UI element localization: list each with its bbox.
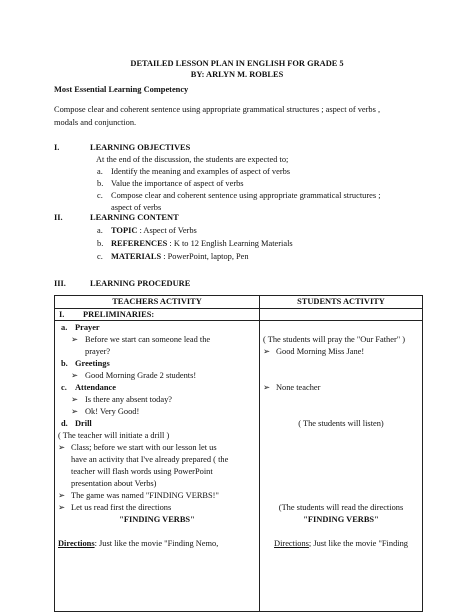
arrow-icon: ➢: [263, 347, 271, 356]
objective-a: Identify the meaning and examples of aspect of verbs: [111, 167, 291, 176]
greetings-item1: Good Morning Grade 2 students!: [85, 371, 197, 380]
arrow-icon: ➢: [71, 395, 79, 404]
greetings-label: Greetings: [75, 359, 110, 368]
competency-heading: Most Essential Learning Competency: [54, 85, 189, 94]
prayer-item1: Before we start can someone lead the: [85, 335, 211, 344]
header-teacher: TEACHERS ACTIVITY: [112, 297, 202, 306]
document-title: DETAILED LESSON PLAN IN ENGLISH FOR GRADE 5: [130, 59, 344, 68]
procedure-table: [54, 295, 423, 612]
directions-text-teacher: : Just like the movie "Finding Nemo,: [94, 539, 219, 548]
arrow-icon: ➢: [58, 503, 66, 512]
student-attendance: None teacher: [276, 383, 321, 392]
content-text-materials: : PowerPoint, laptop, Pen: [161, 252, 249, 261]
drill-note: ( The teacher will initiate a drill ): [58, 431, 170, 440]
drill-item3: Let us read first the directions: [71, 503, 172, 512]
directions-teacher: [58, 540, 218, 548]
content-item-topic: [111, 227, 197, 235]
body-teacher-cell: [55, 321, 260, 612]
attendance-item1: Is there any absent today?: [85, 395, 172, 404]
prelim-teacher-cell: [55, 309, 260, 321]
student-activity-body: [260, 321, 422, 611]
drill-label: Drill: [75, 419, 92, 428]
competency-text-line1: Compose clear and coherent sentence using appropriate grammatical structures ; aspect of verbs ,: [54, 105, 381, 114]
prelim-student-cell: [260, 309, 423, 321]
objective-marker-b: b.: [97, 179, 104, 188]
objective-marker-c: c.: [97, 191, 103, 200]
drill-item1c: teacher will flash words using PowerPoint: [71, 467, 213, 476]
attendance-label: Attendance: [75, 383, 116, 392]
prayer-label: Prayer: [75, 323, 100, 332]
student-drill-listen: ( The students will listen): [298, 419, 384, 428]
drill-item2: The game was named "FINDING VERBS!": [71, 491, 219, 500]
greetings-marker: b.: [61, 359, 68, 368]
document-author: BY: ARLYN M. ROBLES: [190, 70, 284, 79]
section2-heading: LEARNING CONTENT: [90, 213, 179, 222]
directions-student: [260, 540, 422, 548]
directions-text-student: ; Just like the movie "Finding: [308, 539, 408, 548]
arrow-icon: ➢: [71, 407, 79, 416]
student-prayer: ( The students will pray the "Our Father" ): [263, 335, 406, 344]
drill-item1d: presentation about Verbs): [71, 479, 157, 488]
content-label-references: REFERENCES: [111, 239, 168, 248]
content-text-references: : K to 12 English Learning Materials: [167, 239, 293, 248]
content-marker-c: c.: [97, 252, 103, 261]
content-item-materials: [111, 253, 249, 261]
arrow-icon: ➢: [263, 383, 271, 392]
section1-intro: At the end of the discussion, the students are expected to;: [96, 155, 289, 164]
content-text-topic: : Aspect of Verbs: [137, 226, 197, 235]
arrow-icon: ➢: [58, 491, 66, 500]
drill-item1b: have an activity that I've already prepared ( the: [71, 455, 229, 464]
header-teacher-cell: [55, 296, 260, 309]
drill-marker: d.: [61, 419, 68, 428]
section1-heading: LEARNING OBJECTIVES: [90, 143, 191, 152]
competency-text-line2: modals and conjunction.: [54, 118, 137, 127]
attendance-marker: c.: [61, 383, 67, 392]
prayer-item1b: prayer?: [85, 347, 111, 356]
arrow-icon: ➢: [58, 443, 66, 452]
attendance-item2: Ok! Very Good!: [85, 407, 140, 416]
objective-marker-a: a.: [97, 167, 103, 176]
body-student-cell: [260, 321, 423, 612]
header-student-cell: [260, 296, 423, 309]
content-label-topic: TOPIC: [111, 226, 138, 235]
section3-heading: LEARNING PROCEDURE: [90, 279, 191, 288]
prayer-marker: a.: [61, 323, 68, 332]
arrow-icon: ➢: [71, 371, 79, 380]
content-marker-b: b.: [97, 239, 104, 248]
section2-numeral: II.: [54, 213, 63, 222]
header-student: STUDENTS ACTIVITY: [297, 297, 385, 306]
prelim-row: [55, 309, 259, 320]
objective-c-cont: aspect of verbs: [111, 203, 162, 212]
prelim-heading: PRELIMINARIES:: [83, 310, 155, 319]
directions-label-teacher: Directions: [58, 539, 95, 548]
content-label-materials: MATERIALS: [111, 252, 162, 261]
arrow-icon: ➢: [71, 335, 79, 344]
teacher-activity-body: [55, 321, 259, 611]
content-item-references: [111, 240, 293, 248]
objective-b: Value the importance of aspect of verbs: [111, 179, 244, 188]
content-marker-a: a.: [97, 226, 103, 235]
student-read-directions: (The students will read the directions: [278, 503, 404, 512]
game-title-teacher: "FINDING VERBS": [119, 515, 195, 524]
prelim-numeral: I.: [59, 310, 65, 319]
game-title-student: "FINDING VERBS": [303, 515, 379, 524]
drill-item1: Class; before we start with our lesson let us: [71, 443, 217, 452]
objective-c: Compose clear and coherent sentence using appropriate grammatical structures ;: [111, 191, 381, 200]
directions-label-student: Directions: [274, 539, 309, 548]
section3-numeral: III.: [54, 279, 66, 288]
student-greeting: Good Morning Miss Jane!: [276, 347, 365, 356]
section1-numeral: I.: [54, 143, 60, 152]
